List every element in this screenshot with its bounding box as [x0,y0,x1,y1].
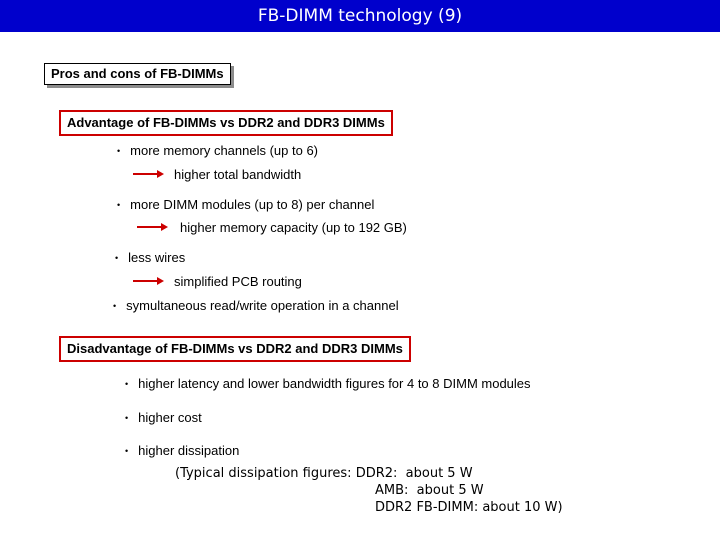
slide-title-bar [0,0,720,32]
section-title: Pros and cons of FB-DIMMs [51,66,224,81]
section-title-box [44,63,231,85]
bullet-icon: • [125,378,129,389]
dissipation-note-line: (Typical dissipation figures: DDR2: about 5 W [175,466,473,481]
slide-title: FB-DIMM technology (9) [257,6,463,26]
advantage-item [117,143,318,158]
advantage-result: higher memory capacity (up to 192 GB) [180,220,407,235]
advantage-item-text: symultaneous read/write operation in a channel [126,298,399,313]
bullet-icon: • [125,445,129,456]
bullet-icon: • [113,300,117,311]
arrow-right-icon [137,221,169,233]
dissipation-note-line: AMB: about 5 W [375,483,484,498]
disadvantage-heading-box [59,336,411,362]
advantage-item-text: more memory channels (up to 6) [130,143,319,158]
disadvantage-item [125,410,202,425]
disadvantage-item-text: higher dissipation [138,443,240,458]
advantage-item [117,197,374,212]
disadvantage-item [125,376,531,391]
advantage-heading-box [59,110,393,136]
advantage-item-text: more DIMM modules (up to 8) per channel [130,197,375,212]
bullet-icon: • [125,412,129,423]
bullet-icon: • [117,199,121,210]
advantage-item [113,298,399,313]
advantage-item [115,250,185,265]
disadvantage-item-text: higher cost [138,410,202,425]
advantage-result: higher total bandwidth [174,167,302,182]
arrow-right-icon [133,275,165,287]
bullet-icon: • [115,252,119,263]
bullet-icon: • [117,145,121,156]
disadvantage-item [125,443,239,458]
arrow-right-icon [133,168,165,180]
dissipation-note-line: DDR2 FB-DIMM: about 10 W) [375,500,563,515]
disadvantage-item-text: higher latency and lower bandwidth figures for 4 to 8 DIMM modules [138,376,531,391]
advantage-result: simplified PCB routing [174,274,302,289]
advantage-item-text: less wires [128,250,186,265]
advantage-heading: Advantage of FB-DIMMs vs DDR2 and DDR3 DIMMs [67,115,385,130]
disadvantage-heading: Disadvantage of FB-DIMMs vs DDR2 and DDR3 DIMMs [67,341,403,356]
